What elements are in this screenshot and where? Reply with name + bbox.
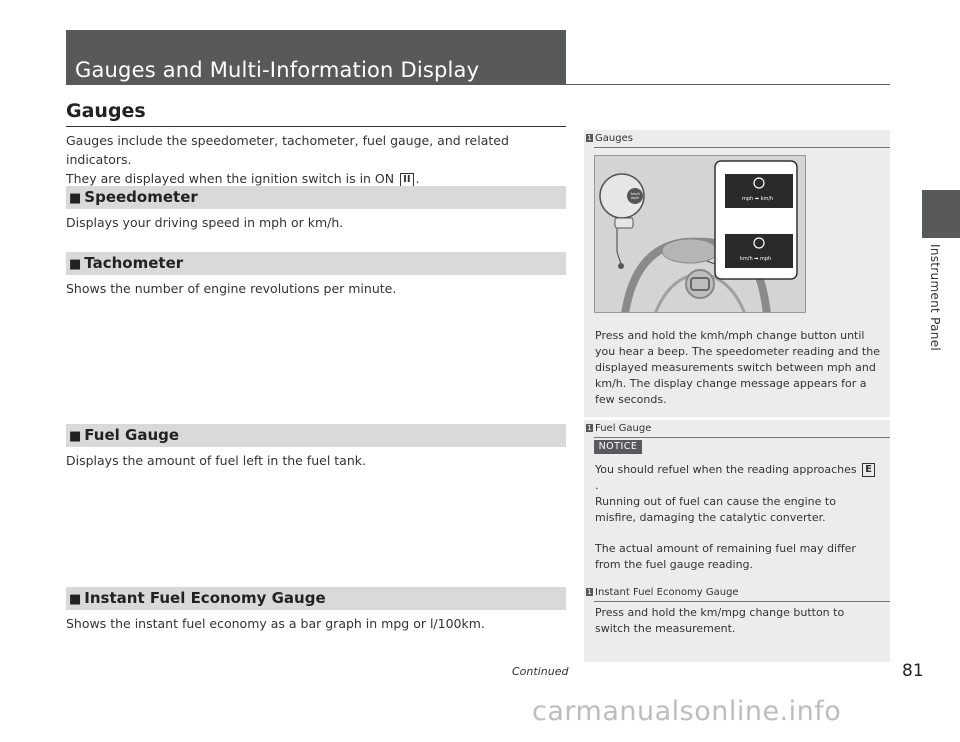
gauges-note-text: Press and hold the kmh/mph change button until you hear a beep. The speedometer reading and the displayed measurements switch between mph and km/h. The display change message appears for a few seconds. bbox=[595, 329, 880, 406]
tachometer-text: Shows the number of engine revolutions per minute. bbox=[66, 281, 397, 296]
fuel-note-line-1: You should refuel when the reading approaches E. bbox=[595, 462, 880, 494]
intro-line-2: They are displayed when the ignition switch is in ON II . bbox=[66, 171, 420, 186]
mph-to-kmh-label: mph ➡ km/h bbox=[742, 196, 774, 202]
sidebar-heading: 1 Instant Fuel Economy Gauge bbox=[587, 587, 739, 598]
fuel-note-misfire: Running out of fuel can cause the engine to misfire, damaging the catalytic converter. bbox=[595, 495, 836, 524]
note-number-badge: 1 bbox=[587, 134, 592, 142]
notice-badge: NOTICE bbox=[594, 440, 642, 454]
page-number: 81 bbox=[902, 661, 924, 681]
sidebar-note-gauges bbox=[584, 130, 890, 417]
chapter-header bbox=[66, 30, 566, 85]
sidebar-heading: 1 Gauges bbox=[587, 133, 633, 144]
instant-fuel-economy-text: Shows the instant fuel economy as a bar graph in mpg or l/100km. bbox=[66, 616, 485, 631]
subheading-fuel-gauge: ■ Fuel Gauge bbox=[66, 424, 566, 447]
svg-text:mph: mph bbox=[631, 196, 639, 200]
economy-note-text: Press and hold the km/mpg change button to switch the measurement. bbox=[595, 606, 845, 635]
fuel-note-text bbox=[595, 462, 880, 573]
subheading-instant-fuel-economy: ■ Instant Fuel Economy Gauge bbox=[66, 587, 566, 610]
square-bullet-icon: ■ bbox=[69, 592, 82, 607]
subheading-speedometer: ■ Speedometer bbox=[66, 186, 566, 209]
section-title: Gauges bbox=[66, 100, 146, 122]
section-intro bbox=[66, 131, 566, 188]
watermark: carmanualsonline.info bbox=[532, 696, 842, 727]
fuel-note-actual-amount: The actual amount of remaining fuel may differ from the fuel gauge reading. bbox=[595, 542, 856, 571]
kmh-to-mph-label: km/h ➡ mph bbox=[740, 256, 772, 262]
sidebar-heading: 1 Fuel Gauge bbox=[587, 423, 652, 434]
speedometer-text: Displays your driving speed in mph or km/h. bbox=[66, 215, 344, 230]
intro-line-1: Gauges include the speedometer, tachometer, fuel gauge, and related indicators. bbox=[66, 133, 509, 167]
sidebar-rule bbox=[594, 147, 890, 148]
sidebar-rule bbox=[594, 437, 890, 438]
square-bullet-icon: ■ bbox=[69, 257, 82, 272]
subheading-tachometer: ■ Tachometer bbox=[66, 252, 566, 275]
note-number-badge: 1 bbox=[587, 588, 592, 596]
dashboard-illustration bbox=[595, 156, 806, 313]
speedometer-switch-illustration bbox=[594, 155, 806, 313]
continued-label: Continued bbox=[512, 665, 569, 678]
square-bullet-icon: ■ bbox=[69, 429, 82, 444]
chapter-side-tab bbox=[922, 190, 960, 238]
chapter-title: Gauges and Multi-Information Display bbox=[75, 58, 480, 82]
chapter-side-label: Instrument Panel bbox=[928, 244, 942, 352]
header-rule bbox=[566, 84, 890, 85]
empty-e-icon: E bbox=[862, 463, 875, 477]
sidebar-note-instant-fuel-economy bbox=[584, 584, 890, 662]
sidebar-note-fuel-gauge bbox=[584, 420, 890, 585]
button-label: km/h bbox=[631, 192, 640, 196]
sidebar-rule bbox=[594, 601, 890, 602]
square-bullet-icon: ■ bbox=[69, 191, 82, 206]
section-rule bbox=[66, 126, 566, 127]
note-number-badge: 1 bbox=[587, 424, 592, 432]
fuel-gauge-text: Displays the amount of fuel left in the fuel tank. bbox=[66, 453, 366, 468]
ignition-on-key-icon: II bbox=[400, 173, 413, 187]
